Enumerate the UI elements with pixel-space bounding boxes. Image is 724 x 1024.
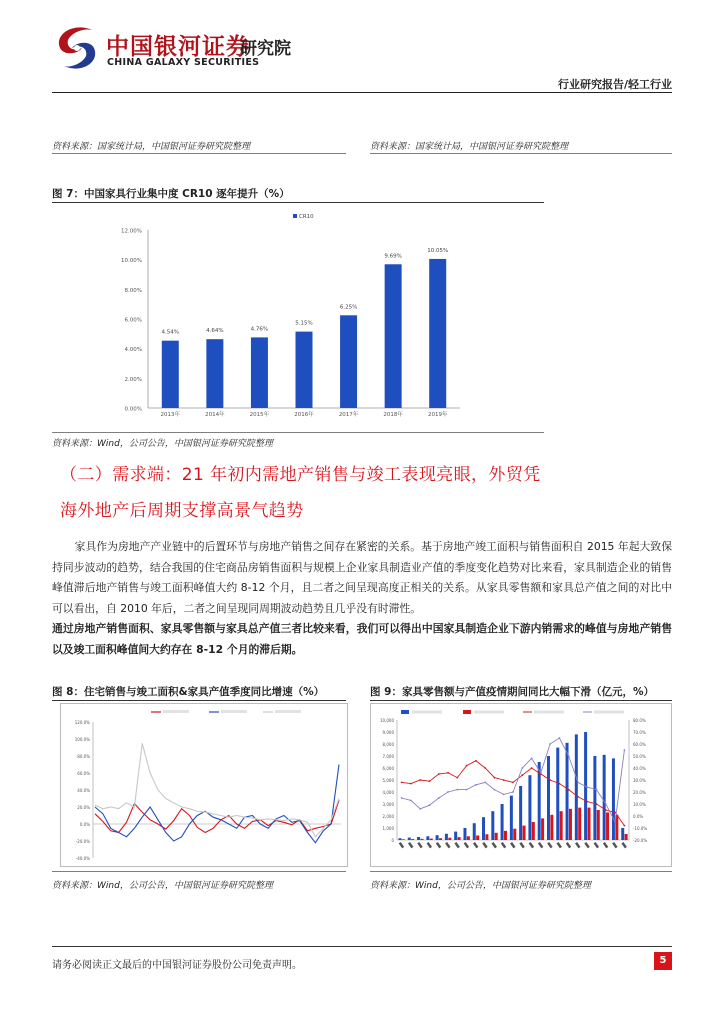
body-text <box>52 537 672 660</box>
bar <box>426 836 429 840</box>
series-point <box>549 743 551 745</box>
y-tick-label: 0 <box>391 838 394 843</box>
y-tick-label: 2.00% <box>124 376 142 383</box>
y-tick-label: 4.00% <box>124 347 142 354</box>
series-point <box>503 794 505 796</box>
series-point <box>438 797 440 799</box>
bar <box>445 834 448 840</box>
legend-label-illegible <box>594 711 624 714</box>
series-point <box>401 797 403 799</box>
header-divider <box>52 92 672 93</box>
bar <box>504 831 507 840</box>
series-point <box>577 782 579 784</box>
y-tick-label: 80.0% <box>77 754 90 759</box>
y-tick-label: 5,000 <box>382 778 394 783</box>
bar <box>625 834 628 840</box>
bar <box>593 756 596 840</box>
x-tick-label: 2014年 <box>205 412 225 418</box>
figure9-title: 图 9：家具零售额与产值疫情期间同比大幅下滑（亿元，%） <box>370 686 654 698</box>
bar <box>550 815 553 840</box>
bar <box>513 829 516 840</box>
series-point <box>521 774 523 776</box>
legend-label: CR10 <box>299 214 314 220</box>
x-tick-label-illegible <box>482 842 487 848</box>
x-tick-label-illegible <box>510 842 515 848</box>
series-point <box>531 758 533 760</box>
y2-tick-label: -20.0% <box>633 838 648 843</box>
y-tick-label: 0.0% <box>79 822 90 827</box>
logo-chinese-name: 中国银河证券 <box>106 34 250 60</box>
data-label: 10.05% <box>427 247 449 254</box>
series-point <box>540 772 542 774</box>
bar <box>430 839 433 840</box>
y2-tick-label: 80.0% <box>633 718 646 723</box>
x-tick-label-illegible <box>621 842 626 848</box>
bar <box>473 823 476 840</box>
bar <box>532 822 535 840</box>
figure9-svg <box>371 704 671 866</box>
report-type: 行业研究报告/轻工行业 <box>557 78 672 91</box>
bar <box>569 809 572 840</box>
series-point <box>419 779 421 781</box>
series-point <box>512 791 514 793</box>
divider <box>52 153 346 154</box>
bar <box>547 756 550 840</box>
y-tick-label: -20.0% <box>75 839 90 844</box>
y-tick-label: 2,000 <box>382 814 394 819</box>
bar <box>588 808 591 840</box>
figure7-title: 图 7：中国家具行业集中度 CR10 逐年提升（%） <box>52 188 290 200</box>
bar <box>448 838 451 840</box>
y-tick-label: 20.0% <box>77 805 90 810</box>
bar <box>603 755 606 840</box>
legend-label-illegible <box>221 710 247 713</box>
series-point <box>429 780 431 782</box>
bar <box>463 828 466 840</box>
x-tick-label-illegible <box>603 842 608 848</box>
figure7-chart <box>100 206 500 432</box>
bar <box>541 818 544 840</box>
data-label: 6.25% <box>339 304 358 311</box>
series-point <box>624 825 626 827</box>
x-tick-label: 2013年 <box>160 412 181 418</box>
bar <box>399 838 402 840</box>
divider <box>370 153 672 154</box>
x-tick-label-illegible <box>399 842 404 848</box>
data-label: 4.76% <box>250 326 269 333</box>
legend-label-illegible <box>412 711 442 714</box>
bar <box>296 332 313 408</box>
bar <box>162 341 179 408</box>
y2-tick-label: 20.0% <box>633 790 646 795</box>
logo-english-name: CHINA GALAXY SECURITIES <box>107 57 260 68</box>
y-tick-label: 10,000 <box>380 718 394 723</box>
series-point <box>624 749 626 751</box>
bar <box>621 828 624 840</box>
series-point <box>456 777 458 779</box>
footer-divider <box>52 946 672 947</box>
source-note-right: 资料来源：国家统计局，中国银河证券研究院整理 <box>370 142 569 152</box>
legend-swatch <box>293 214 297 218</box>
y2-tick-label: 10.0% <box>633 802 646 807</box>
y-tick-label: 8,000 <box>382 742 394 747</box>
bar <box>476 835 479 840</box>
bar <box>597 810 600 840</box>
bar <box>385 264 402 408</box>
series-point <box>568 789 570 791</box>
figure7-svg <box>100 206 500 428</box>
x-tick-label-illegible <box>436 842 441 848</box>
series-point <box>605 803 607 805</box>
x-tick-label-illegible <box>538 842 543 848</box>
source-note-left: 资料来源：国家统计局，中国银河证券研究院整理 <box>52 142 251 152</box>
series-point <box>614 812 616 814</box>
series-point <box>410 800 412 802</box>
figure8-chart <box>60 703 348 867</box>
section-heading-line2: 海外地产后周期支撑高景气趋势 <box>60 501 304 521</box>
figure9-title-rule <box>370 700 672 701</box>
bar <box>417 837 420 840</box>
figure9-bottom-rule <box>370 871 672 872</box>
series-point <box>456 789 458 791</box>
series-point <box>614 821 616 823</box>
series-point <box>438 773 440 775</box>
series-line <box>402 761 625 826</box>
series-point <box>605 809 607 811</box>
bar <box>251 337 268 408</box>
x-tick-label: 2015年 <box>249 412 270 418</box>
y-tick-label: 3,000 <box>382 802 394 807</box>
legend-label-illegible <box>474 711 504 714</box>
series-point <box>596 803 598 805</box>
x-tick-label-illegible <box>556 842 561 848</box>
bar <box>411 839 414 840</box>
bar <box>439 838 442 840</box>
figure8-bottom-rule <box>52 871 346 872</box>
y-tick-label: 6,000 <box>382 766 394 771</box>
y-tick-label: 120.0% <box>74 720 90 725</box>
figure9-source: 资料来源：Wind，公司公告，中国银河证券研究院整理 <box>370 881 591 891</box>
figure8-title-rule <box>52 700 346 701</box>
series-point <box>577 796 579 798</box>
series-point <box>410 783 412 785</box>
bar <box>467 836 470 840</box>
figure9-chart <box>370 703 672 867</box>
series-point <box>401 782 403 784</box>
y-tick-label: 4,000 <box>382 790 394 795</box>
x-tick-label-illegible <box>454 842 459 848</box>
x-tick-label-illegible <box>594 842 599 848</box>
bar <box>482 817 485 840</box>
series-line <box>95 765 339 843</box>
bar <box>606 812 609 840</box>
bar <box>429 259 446 408</box>
y2-tick-label: 50.0% <box>633 754 646 759</box>
bar <box>578 808 581 840</box>
series-point <box>559 783 561 785</box>
series-point <box>521 767 523 769</box>
series-point <box>475 784 477 786</box>
figure7-bottom-rule <box>52 432 544 433</box>
y2-tick-label: 30.0% <box>633 778 646 783</box>
legend-label-illegible <box>163 710 189 713</box>
section-heading-line1: （二）需求端：21 年初内需地产销售与竣工表现亮眼，外贸凭 <box>60 465 541 485</box>
figure7-source: 资料来源：Wind，公司公告，中国银河证券研究院整理 <box>52 439 273 449</box>
y2-tick-label: 70.0% <box>633 730 646 735</box>
y-tick-label: 6.00% <box>124 317 142 324</box>
bar <box>510 796 513 840</box>
series-point <box>586 801 588 803</box>
x-tick-label-illegible <box>519 842 524 848</box>
paragraph-conclusion: 通过房地产销售面积、家具零售额与家具总产值三者比较来看，我们可以得出中国家具制造企业下游内销需求的峰值与房地产销售以及竣工面积峰值间大约存在 8-12 个月的滞后期。 <box>52 622 672 656</box>
x-tick-label-illegible <box>584 842 589 848</box>
legend-swatch <box>463 710 471 714</box>
legend-label-illegible <box>275 710 301 713</box>
figure8-source: 资料来源：Wind，公司公告，中国银河证券研究院整理 <box>52 881 273 891</box>
data-label: 4.64% <box>206 328 224 335</box>
figure7-title-rule <box>52 202 544 203</box>
series-point <box>466 789 468 791</box>
footer-disclaimer: 请务必阅读正文最后的中国银河证券股份公司免责声明。 <box>52 960 302 971</box>
y-tick-label: 7,000 <box>382 754 394 759</box>
data-label: 5.15% <box>295 320 313 327</box>
x-tick-label-illegible <box>529 842 534 848</box>
x-tick-label-illegible <box>464 842 469 848</box>
series-point <box>494 777 496 779</box>
x-tick-label: 2018年 <box>383 412 403 418</box>
x-tick-label-illegible <box>417 842 422 848</box>
bar <box>560 811 563 840</box>
series-point <box>494 789 496 791</box>
bar <box>458 837 461 840</box>
series-point <box>549 779 551 781</box>
x-tick-label-illegible <box>445 842 450 848</box>
y-tick-label: 1,000 <box>382 826 394 831</box>
x-tick-label: 2017年 <box>338 412 359 418</box>
series-point <box>503 779 505 781</box>
legend-swatch <box>401 710 409 714</box>
x-tick-label: 2019年 <box>427 412 448 418</box>
bar <box>495 833 498 840</box>
y2-tick-label: -10.0% <box>633 826 648 831</box>
y-tick-label: 8.00% <box>124 287 142 294</box>
y-tick-label: 0.00% <box>124 406 142 413</box>
bar <box>523 826 526 840</box>
bar <box>420 839 423 840</box>
bar <box>402 839 405 840</box>
figure8-title: 图 8：住宅销售与竣工面积&家具产值季度同比增速（%） <box>52 686 325 698</box>
series-point <box>568 755 570 757</box>
bar <box>528 775 531 840</box>
bar <box>612 758 615 840</box>
galaxy-logo-icon <box>52 24 102 72</box>
series-point <box>466 765 468 767</box>
y2-tick-label: 60.0% <box>633 742 646 747</box>
paragraph: 家具作为房地产产业链中的后置环节与房地产销售之间存在紧密的关系。基于房地产竣工面积与销售面积自 2015 年起大致保持同步波动的趋势，结合我国的住宅商品房销售面积与规模上企业家具制造业产值的季度变化趋势对比来看，家具制造企业的销售峰值滞后地产销售与竣工面积峰值大约 8-12 个月，且二者之间呈现高度正相关的关系。从家具零售额和家具总产值之间的对比中可以看出，自 2010 年后，二者之间呈现同周期波动趋势且几乎没有时滞性。 <box>52 540 672 615</box>
series-point <box>475 760 477 762</box>
x-tick-label-illegible <box>566 842 571 848</box>
y2-tick-label: 40.0% <box>633 766 646 771</box>
bar <box>519 786 522 840</box>
bar <box>408 838 411 840</box>
series-point <box>484 782 486 784</box>
x-tick-label-illegible <box>612 842 617 848</box>
x-tick-label-illegible <box>473 842 478 848</box>
y-tick-label: 10.00% <box>121 258 142 265</box>
series-point <box>429 804 431 806</box>
y-tick-label: -40.0% <box>75 856 90 861</box>
y-tick-label: 12.00% <box>121 228 142 235</box>
series-point <box>447 772 449 774</box>
series-point <box>559 737 561 739</box>
bar <box>491 811 494 840</box>
x-tick-label-illegible <box>491 842 496 848</box>
y2-tick-label: 0.0% <box>633 814 644 819</box>
y-tick-label: 100.0% <box>74 737 90 742</box>
series-point <box>484 767 486 769</box>
bar <box>485 834 488 840</box>
x-tick-label-illegible <box>575 842 580 848</box>
x-tick-label-illegible <box>408 842 413 848</box>
bar <box>556 748 559 840</box>
bar <box>340 315 357 408</box>
data-label: 9.69% <box>384 253 402 260</box>
series-point <box>596 789 598 791</box>
series-point <box>419 808 421 810</box>
bar <box>566 743 569 840</box>
series-point <box>447 791 449 793</box>
data-label: 4.54% <box>161 329 180 336</box>
bar <box>454 832 457 840</box>
bar <box>575 734 578 840</box>
series-point <box>531 767 533 769</box>
x-tick-label: 2016年 <box>294 412 314 418</box>
x-tick-label-illegible <box>547 842 552 848</box>
y-tick-label: 60.0% <box>77 771 90 776</box>
y-tick-label: 9,000 <box>382 730 394 735</box>
logo-institute: 研究院 <box>240 39 291 59</box>
bar <box>501 804 504 840</box>
figure8-svg <box>61 704 347 866</box>
bar <box>206 339 223 408</box>
brand-logo <box>52 24 297 72</box>
y-tick-label: 40.0% <box>77 788 90 793</box>
legend-label-illegible <box>534 711 564 714</box>
series-point <box>512 782 514 784</box>
series-point <box>586 786 588 788</box>
page-number: 5 <box>654 952 672 970</box>
bar <box>436 835 439 840</box>
x-tick-label-illegible <box>427 842 432 848</box>
x-tick-label-illegible <box>501 842 506 848</box>
series-line <box>402 738 625 822</box>
